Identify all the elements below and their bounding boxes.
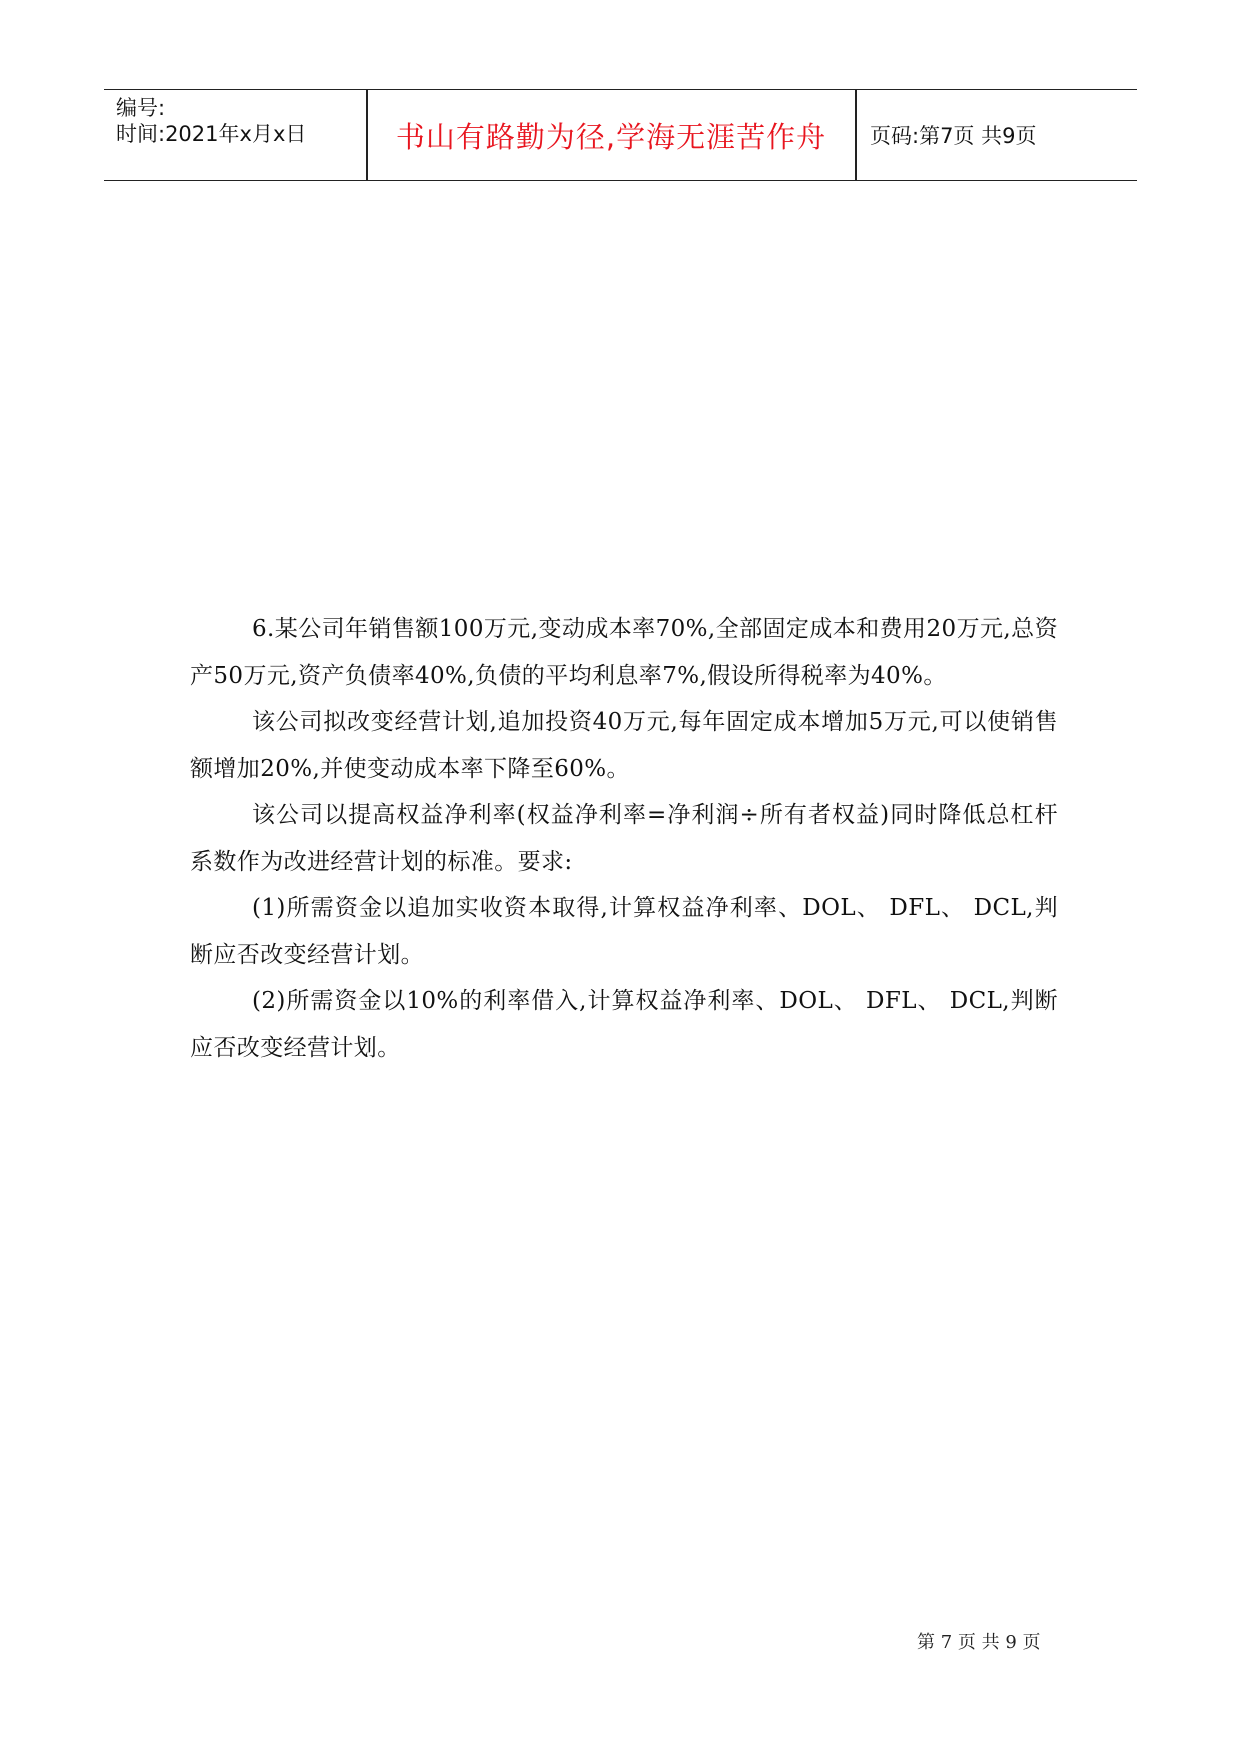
document-number-label: 编号:: [116, 96, 166, 120]
document-body: [190, 606, 1058, 1071]
header-motto: 书山有路勤为径,学海无涯苦作舟: [395, 119, 827, 154]
header-page-info: 页码:第7页 共9页: [870, 124, 1037, 148]
header-meta: [116, 90, 366, 180]
page-header: [104, 89, 1137, 181]
requirement-1-paragraph: (1)所需资金以追加实收资本取得,计算权益净利率、DOL、 DFL、 DCL,判断应否改变经营计划。: [190, 895, 1058, 968]
criteria-paragraph: 该公司以提高权益净利率(权益净利率=净利润÷所有者权益)同时降低总杠杆系数作为改进经营计划的标准。要求:: [190, 802, 1058, 875]
plan-paragraph: 该公司拟改变经营计划,追加投资40万元,每年固定成本增加5万元,可以使销售额增加20%,并使变动成本率下降至60%。: [190, 709, 1058, 782]
requirement-2-paragraph: (2)所需资金以10%的利率借入,计算权益净利率、DOL、 DFL、 DCL,判断应否改变经营计划。: [190, 988, 1058, 1061]
question-paragraph: 6.某公司年销售额100万元,变动成本率70%,全部固定成本和费用20万元,总资产50万元,资产负债率40%,负债的平均利息率7%,假设所得税率为40%。: [190, 616, 1058, 689]
document-time-label: 时间:2021年x月x日: [116, 122, 307, 146]
header-divider: [855, 90, 857, 180]
page-footer-number: 第 7 页 共 9 页: [917, 1632, 1041, 1653]
